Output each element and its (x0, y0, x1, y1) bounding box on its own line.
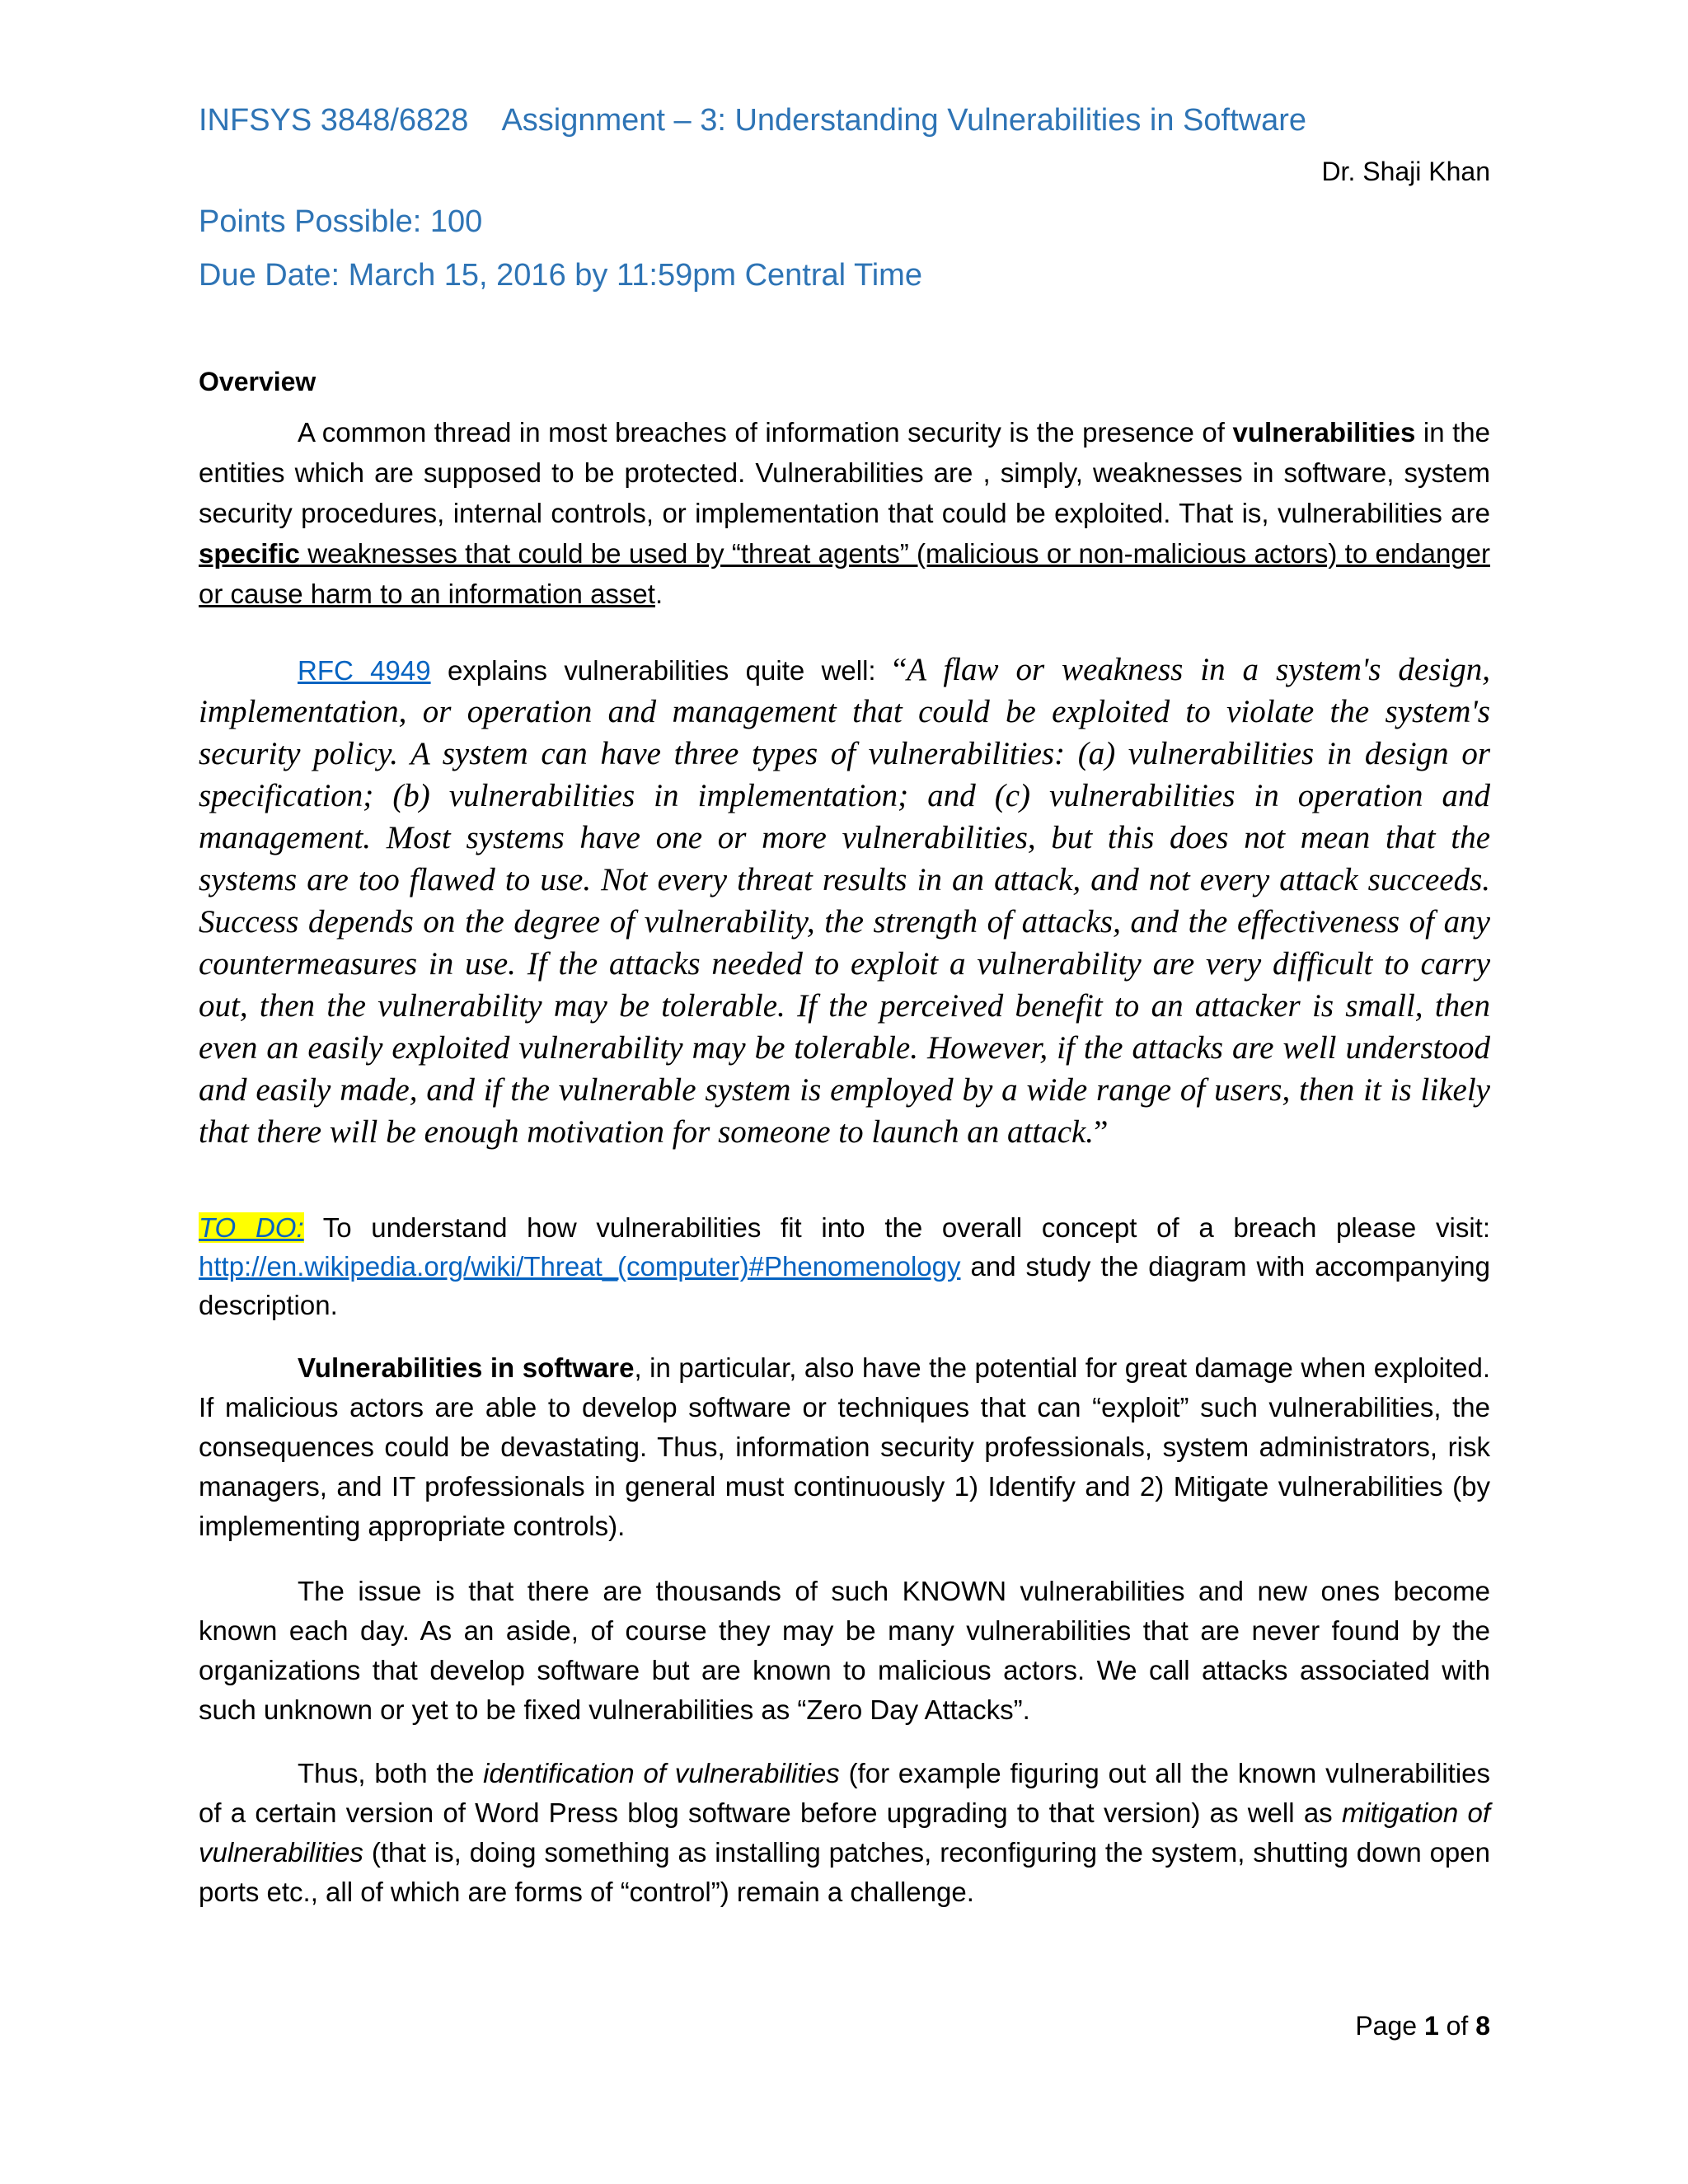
points-possible: Points Possible: 100 (199, 204, 483, 239)
paragraph-todo: TO DO: To understand how vulnerabilities fit into the overall concept of a breach please visit: http://en.wikipedia.org/wiki/Threat_(computer)#Phenomenology and study the diagram with accompanying description. (199, 1212, 1490, 1320)
assignment-title: Assignment – 3: Understanding Vulnerabilities in Software (501, 103, 1307, 138)
paragraph-intro: A common thread in most breaches of information security is the presence of vulnerabilities in the entities which are supposed to be protected. Vulnerabilities are , simply, weaknesses in software, system security procedures, internal controls, or implementation that could be exploited. That is, vulnerabilities are specific weaknesses that could be used by “threat agents” (malicious or non-malicious actors) to endanger or cause harm to an information asset. (199, 417, 1490, 609)
paragraph-software-vulnerabilities: Vulnerabilities in software, in particular, also have the potential for great damage when exploited. If malicious actors are able to develop software or techniques that can “exploit” such vulnerabilities, the consequences could be devastating. Thus, information security professionals, system administrators, risk managers, and IT professionals in general must continuously 1) Identify and 2) Mitigate vulnerabilities (by implementing appropriate controls). (199, 1352, 1491, 1541)
page-number: Page 1 of 8 (1355, 2011, 1490, 2041)
paragraph-known-vulnerabilities: The issue is that there are thousands of such KNOWN vulnerabilities and new ones become known each day. As an aside, of course they may be many vulnerabilities that are never found by the organizations that develop software but are known to malicious actors. We call attacks associated with such unknown or yet to be fixed vulnerabilities as “Zero Day Attacks”. (199, 1576, 1490, 1725)
todo-label: TO DO: (199, 1212, 304, 1243)
due-date: Due Date: March 15, 2016 by 11:59pm Central Time (199, 258, 922, 293)
document-title (199, 103, 1306, 138)
rfc-4949-link[interactable]: RFC 4949 (298, 655, 431, 686)
wikipedia-threat-link[interactable]: http://en.wikipedia.org/wiki/Threat_(computer)#Phenomenology (199, 1251, 961, 1282)
paragraph-identification-mitigation: Thus, both the identification of vulnerabilities (for example figuring out all the known vulnerabilities of a certain version of Word Press blog software before upgrading to that version) as well as mitigation of vulnerabilities (that is, doing something as installing patches, reconfiguring the system, shutting down open ports etc., all of which are forms of “control”) remain a challenge. (199, 1758, 1491, 1907)
paragraph-rfc-quote: RFC 4949 explains vulnerabilities quite well: “A flaw or weakness in a system's design, implementation, or operation and management that could be exploited to violate the system's security policy. A system can have three types of vulnerabilities: (a) vulnerabilities in design or specification; (b) vulnerabilities in implementation; and (c) vulnerabilities in operation and management. Most systems have one or more vulnerabilities, but this does not mean that the systems are too flawed to use. Not every threat results in an attack, and not every attack succeeds. Success depends on the degree of vulnerability, the strength of attacks, and the effectiveness of any countermeasures in use. If the attacks needed to exploit a vulnerability are very difficult to carry out, then the vulnerability may be tolerable. If the perceived benefit to an attacker is small, then even an easily exploited vulnerability may be tolerable. However, if the attacks are well understood and easily made, and if the vulnerable system is employed by a wide range of users, then it is likely that there will be enough motivation for someone to launch an attack.” (199, 652, 1490, 1150)
underlined-definition: specific weaknesses that could be used by “threat agents” (malicious or non-malicious actors) to endanger or cause harm to an information asset (199, 538, 1490, 609)
rfc-quote: A flaw or weakness in a system's design, implementation, or operation and management that could be exploited to violate the system's security policy. A system can have three types of vulnerabilities: (a) vulnerabilities in design or specification; (b) vulnerabilities in implementation; and (c) vulnerabilities in operation and management. Most systems have one or more vulnerabilities, but this does not mean that the systems are too flawed to use. Not every threat results in an attack, and not every attack succeeds. Success depends on the degree of vulnerability, the strength of attacks, and the effectiveness of any countermeasures in use. If the attacks needed to exploit a vulnerability are very difficult to carry out, then the vulnerability may be tolerable. If the perceived benefit to an attacker is small, then even an easily exploited vulnerability may be tolerable. However, if the attacks are well understood and easily made, and if the vulnerable system is employed by a wide range of users, then it is likely that there will be enough motivation for someone to launch an attack. (199, 652, 1490, 1150)
author: Dr. Shaji Khan (1321, 157, 1490, 186)
section-heading-overview: Overview (199, 367, 316, 396)
course-code: INFSYS 3848/6828 (199, 103, 469, 138)
